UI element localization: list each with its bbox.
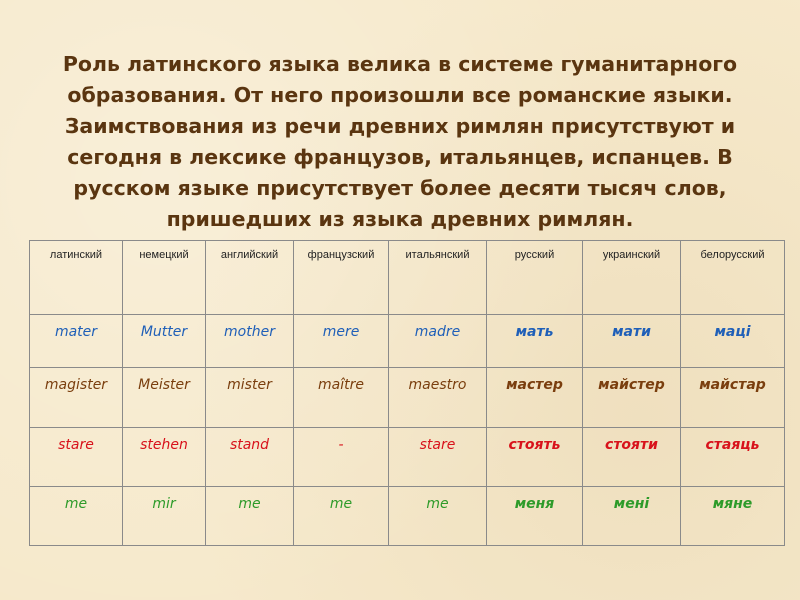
table-cell: magister (30, 368, 123, 428)
table-cell: me (389, 487, 487, 546)
table-cell: stehen (123, 428, 206, 487)
table-cell: mir (123, 487, 206, 546)
table-cell: мяне (681, 487, 785, 546)
table-cell: мати (583, 315, 681, 368)
table-row (30, 428, 785, 487)
table-cell: mater (30, 315, 123, 368)
header-cell: немецкий (123, 241, 206, 315)
header-cell: английский (206, 241, 294, 315)
table-cell: mister (206, 368, 294, 428)
table-cell: - (294, 428, 389, 487)
table-cell: stare (389, 428, 487, 487)
table-cell: мать (487, 315, 583, 368)
table-cell: стаяць (681, 428, 785, 487)
table-cell: mere (294, 315, 389, 368)
table-cell: мені (583, 487, 681, 546)
table-cell: stare (30, 428, 123, 487)
table-cell: мастер (487, 368, 583, 428)
table-cell: Meister (123, 368, 206, 428)
table-cell: me (206, 487, 294, 546)
table-cell: maestro (389, 368, 487, 428)
table-row (30, 315, 785, 368)
header-cell: итальянский (389, 241, 487, 315)
header-cell: украинский (583, 241, 681, 315)
table-cell: майстар (681, 368, 785, 428)
table-cell: меня (487, 487, 583, 546)
table-cell: mother (206, 315, 294, 368)
table-cell: maître (294, 368, 389, 428)
header-row (30, 241, 785, 315)
header-cell: русский (487, 241, 583, 315)
table-cell: stand (206, 428, 294, 487)
table-cell: me (294, 487, 389, 546)
table-cell: Mutter (123, 315, 206, 368)
header-cell: белорусский (681, 241, 785, 315)
header-cell: латинский (30, 241, 123, 315)
table-cell: me (30, 487, 123, 546)
table-row (30, 487, 785, 546)
table-cell: стоять (487, 428, 583, 487)
intro-paragraph: Роль латинского языка велика в системе гуманитарного образования. От него произошли все романские языки. Заимствования из речи древних римлян присутствуют и сегодня в лексике французов, итальянцев, испанцев. В русском языке присутствует более десяти тысяч слов, пришедших из языка древних римлян. (62, 52, 738, 231)
table-cell: стояти (583, 428, 681, 487)
header-cell: французский (294, 241, 389, 315)
table-cell: майстер (583, 368, 681, 428)
table-row (30, 368, 785, 428)
table-cell: маці (681, 315, 785, 368)
vocabulary-table (29, 240, 785, 546)
table-cell: madre (389, 315, 487, 368)
